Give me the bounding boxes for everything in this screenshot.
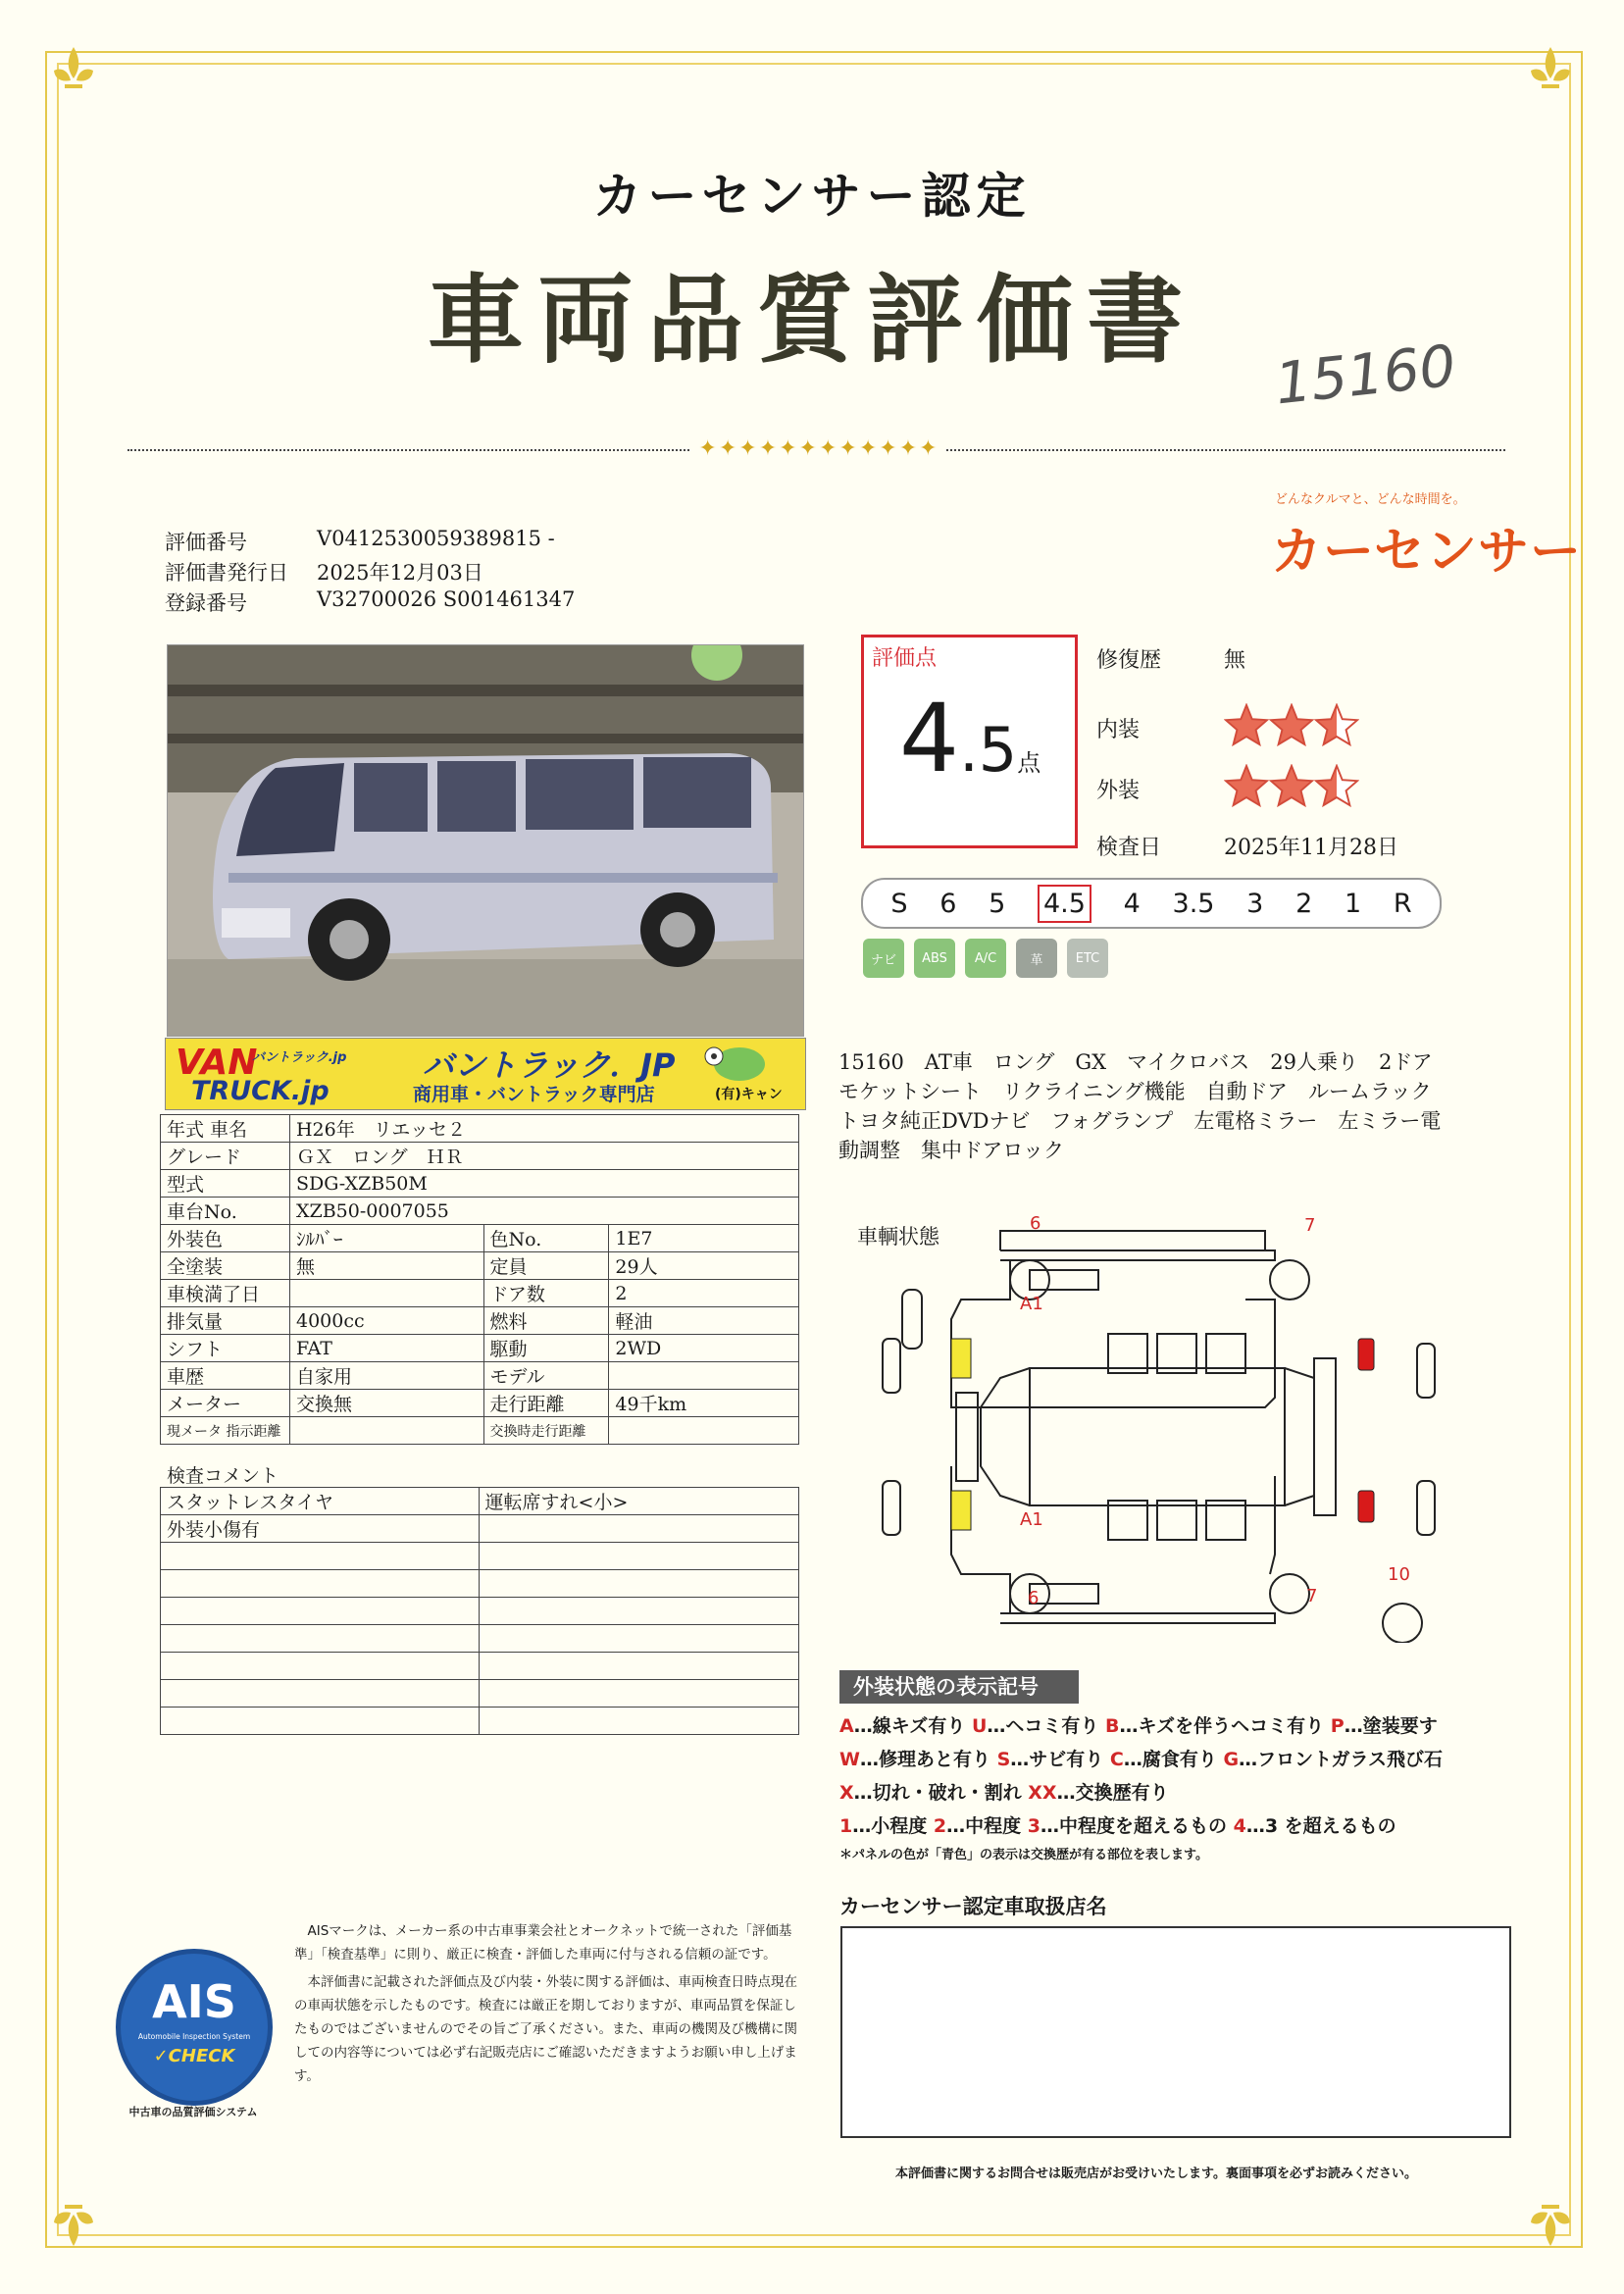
table-row — [161, 1653, 799, 1680]
legend-text: …小程度 — [852, 1815, 934, 1837]
damage-mark: 6 — [1030, 1213, 1041, 1234]
table-row: スタットレスタイヤ 運転席すれ<小> — [161, 1488, 799, 1515]
score-label: 評価点 — [872, 646, 938, 671]
rating-step: S — [890, 888, 908, 919]
rating-scale — [861, 878, 1442, 929]
evaluation-details: 修復歴 無 内装 外装 検査日 2025年11月28日 — [1096, 643, 1449, 873]
grade: ＧＸ ロング ＨＲ — [289, 1143, 798, 1170]
score-value: 4.5点 — [899, 684, 1041, 793]
damage-mark: A1 — [1020, 1294, 1043, 1314]
legend-code: B — [1105, 1715, 1120, 1737]
rating-step: R — [1393, 888, 1412, 919]
legend-text: …切れ・破れ・割れ — [853, 1782, 1029, 1804]
footer-note: 本評価書に関するお問合せは販売店がお受けいたします。裏面事項を必ずお読みください。 — [895, 2167, 1417, 2181]
evaluation-number: V0412530059389815 - — [317, 527, 555, 550]
dealer-banner — [165, 1038, 806, 1110]
table-row: 現メータ 指示距離 交換時走行距離 — [161, 1417, 799, 1445]
rating-step: 5 — [989, 888, 1006, 919]
legend — [839, 1709, 1526, 1868]
score-box — [861, 635, 1078, 848]
repair-history: 無 — [1224, 648, 1246, 673]
check-icon: ✓CHECK — [153, 2046, 235, 2066]
rating-step: 3.5 — [1172, 888, 1215, 919]
damage-mark: A1 — [1020, 1509, 1043, 1530]
legend-text: …線キズ有り — [853, 1715, 972, 1737]
leaf-mascot-icon — [700, 1043, 769, 1084]
table-row: 排気量 4000cc 燃料 軽油 — [161, 1307, 799, 1335]
rating-step: 1 — [1344, 888, 1362, 919]
vantruck-logo: VAN バントラック.jp TRUCK.jp — [176, 1043, 347, 1106]
chassis-number: XZB50-0007055 — [289, 1198, 798, 1225]
meta-block — [165, 527, 575, 618]
legend-text: …中程度 — [946, 1815, 1028, 1837]
table-row: 全塗装 無 定員 29人 — [161, 1252, 799, 1280]
table-row — [161, 1543, 799, 1570]
fuel: 軽油 — [609, 1307, 799, 1335]
document-title: 車両品質評価書 — [427, 264, 1196, 377]
leather-icon: 革 — [1016, 939, 1057, 978]
rating-step: 4 — [1123, 888, 1141, 919]
meta-row: 評価書発行日 2025年12月03日 — [165, 557, 575, 587]
legend-text: …サビ有り — [1010, 1749, 1110, 1770]
interior-stars — [1224, 703, 1359, 752]
legend-code: 2 — [933, 1815, 947, 1837]
car-name: H26年 リエッセ２ — [289, 1115, 798, 1143]
legend-code: 1 — [839, 1815, 853, 1837]
star-icon — [1224, 703, 1269, 746]
legend-code: P — [1330, 1715, 1345, 1737]
table-row: 外装小傷有 — [161, 1515, 799, 1543]
damage-red-rear-right — [1358, 1491, 1374, 1522]
legend-code: W — [839, 1749, 860, 1770]
navi-icon: ナビ — [863, 939, 904, 978]
dealer-tagline: 商用車・バントラック専門店 — [413, 1084, 655, 1105]
damage-yellow-front-right — [951, 1491, 971, 1530]
mileage: 49千km — [609, 1390, 799, 1417]
vehicle-description: 15160 AT車 ロング GX マイクロバス 29人乗り 2ドア モケットシート リクライニング機能 自動ドア ルームラック トヨタ純正DVDナビ フォグランプ 左電格ミラー 左ミラー電動調整 集中ドアロック — [838, 1050, 1442, 1162]
legend-code: A — [839, 1715, 854, 1737]
legend-code: 4 — [1233, 1815, 1246, 1837]
fleur-de-lis-icon — [39, 39, 108, 108]
table-row: 型式 SDG-XZB50M — [161, 1170, 799, 1198]
table-row: シフト FAT 駆動 2WD — [161, 1335, 799, 1362]
ac-icon: A/C — [965, 939, 1006, 978]
dealer-name-box — [840, 1926, 1511, 2138]
fleur-de-lis-icon — [39, 2185, 108, 2254]
issue-date: 2025年12月03日 — [317, 561, 483, 585]
star-icon — [1224, 764, 1269, 807]
etc-icon: ETC — [1067, 939, 1108, 978]
fleur-de-lis-icon — [1516, 39, 1585, 108]
table-row — [161, 1625, 799, 1653]
legend-code: XX — [1028, 1782, 1057, 1804]
table-row: 車台No. XZB50-0007055 — [161, 1198, 799, 1225]
equipment-icons — [863, 939, 1118, 978]
brand-logo: カーセンサー — [1271, 523, 1582, 582]
table-row: メーター 交換無 走行距離 49千km — [161, 1390, 799, 1417]
fleur-de-lis-icon — [1516, 2185, 1585, 2254]
legend-text: …修理あと有り — [859, 1749, 997, 1770]
model-code: SDG-XZB50M — [289, 1170, 798, 1198]
vehicle-photo — [167, 644, 804, 1037]
damage-mark: 7 — [1306, 1586, 1318, 1606]
legend-text: …3 を超えるもの — [1245, 1815, 1396, 1837]
damage-mark: 7 — [1304, 1215, 1316, 1236]
legend-title: 外装状態の表示記号 — [839, 1670, 1079, 1704]
damage-yellow-front-left — [951, 1339, 971, 1378]
rating-step: 2 — [1295, 888, 1313, 919]
table-row — [161, 1598, 799, 1625]
legend-text: …交換歴有り — [1056, 1782, 1169, 1804]
doors: 2 — [609, 1280, 799, 1307]
vehicle-condition-diagram — [853, 1211, 1510, 1643]
rating-step: 6 — [939, 888, 957, 919]
legend-code: X — [839, 1782, 854, 1804]
table-row: 年式 車名 H26年 リエッセ２ — [161, 1115, 799, 1143]
registration-number: V32700026 S001461347 — [317, 587, 576, 611]
abs-icon: ABS — [914, 939, 955, 978]
displacement: 4000cc — [289, 1307, 483, 1335]
legend-note: ＊パネルの色が「青色」の表示は交換歴が有る部位を表します。 — [839, 1848, 1208, 1862]
table-row: 車検満了日 ドア数 2 — [161, 1280, 799, 1307]
brand-tagline: どんなクルマと、どんな時間を。 — [1275, 492, 1466, 507]
star-icon — [1269, 703, 1314, 746]
damage-red-rear-left — [1358, 1339, 1374, 1370]
handwritten-number: 15160 — [1271, 331, 1459, 418]
table-row: 車歴 自家用 モデル — [161, 1362, 799, 1390]
legend-text: …腐食有り — [1123, 1749, 1224, 1770]
exterior-color: ｼﾙﾊﾞｰ — [289, 1225, 483, 1252]
table-row — [161, 1680, 799, 1708]
damage-mark: 10 — [1388, 1564, 1410, 1585]
table-row — [161, 1708, 799, 1735]
table-row: グレード ＧＸ ロング ＨＲ — [161, 1143, 799, 1170]
legend-text: …ヘコミ有り — [987, 1715, 1106, 1737]
spec-table — [160, 1114, 799, 1445]
damage-mark: 6 — [1028, 1588, 1040, 1608]
dealer-box-label: カーセンサー認定車取扱店名 — [839, 1895, 1107, 1918]
meta-row: 評価番号 V0412530059389815 - — [165, 527, 575, 557]
divider-stars: ✦✦✦✦✦✦✦✦✦✦✦✦ — [691, 436, 946, 461]
legend-code: U — [971, 1715, 988, 1737]
table-row — [161, 1570, 799, 1598]
table-row: 外装色 ｼﾙﾊﾞｰ 色No. 1E7 — [161, 1225, 799, 1252]
star-icon — [1314, 764, 1359, 807]
capacity: 29人 — [609, 1252, 799, 1280]
legend-code: C — [1109, 1749, 1124, 1770]
dealer-company: (有)キャン — [715, 1087, 783, 1102]
ais-logo: AIS Automobile Inspection System ✓CHECK — [116, 1949, 273, 2106]
ais-explanation: AISマークは、メーカー系の中古車事業会社とオークネットで統一された「評価基準」「検査基準」に則り、厳正に検査・評価した車両に付与される信頼の証です。 本評価書に記載された評価点及び内装・外装に関する評価は、車両検査日時点現在の車両状態を示したものです。検査には厳正を期しておりますが、車両品質を保証したものではございませんのでその旨ご了承ください。また、車両の機関及び機構に関しての内容等については必ず右記販売店にご確認いただきますようお願い申し上げます。 — [294, 1923, 797, 2084]
comments-table — [160, 1487, 799, 1735]
legend-code: G — [1223, 1749, 1240, 1770]
drive: 2WD — [609, 1335, 799, 1362]
legend-text: …フロントガラス飛び石 — [1239, 1749, 1443, 1770]
rating-step-selected: 4.5 — [1038, 885, 1091, 923]
comments-label: 検査コメント — [167, 1465, 279, 1487]
inspection-date: 2025年11月28日 — [1224, 836, 1398, 860]
dealer-name: バントラック．JP — [423, 1046, 676, 1084]
legend-code: S — [996, 1749, 1011, 1770]
ais-caption: 中古車の品質評価システム — [128, 2106, 258, 2118]
legend-code: 3 — [1027, 1815, 1040, 1837]
document-subtitle: カーセンサー認定 — [592, 167, 1032, 225]
shift: FAT — [289, 1335, 483, 1362]
diagram-label: 車輌状態 — [857, 1225, 939, 1249]
star-icon — [1269, 764, 1314, 807]
legend-text: …塗装要す — [1344, 1715, 1438, 1737]
meta-row: 登録番号 V32700026 S001461347 — [165, 587, 575, 618]
rating-step: 3 — [1246, 888, 1264, 919]
legend-text: …キズを伴うヘコミ有り — [1119, 1715, 1331, 1737]
exterior-stars — [1224, 764, 1359, 813]
legend-text: …中程度を超えるもの — [1040, 1815, 1234, 1837]
color-number: 1E7 — [609, 1225, 799, 1252]
star-icon — [1314, 703, 1359, 746]
